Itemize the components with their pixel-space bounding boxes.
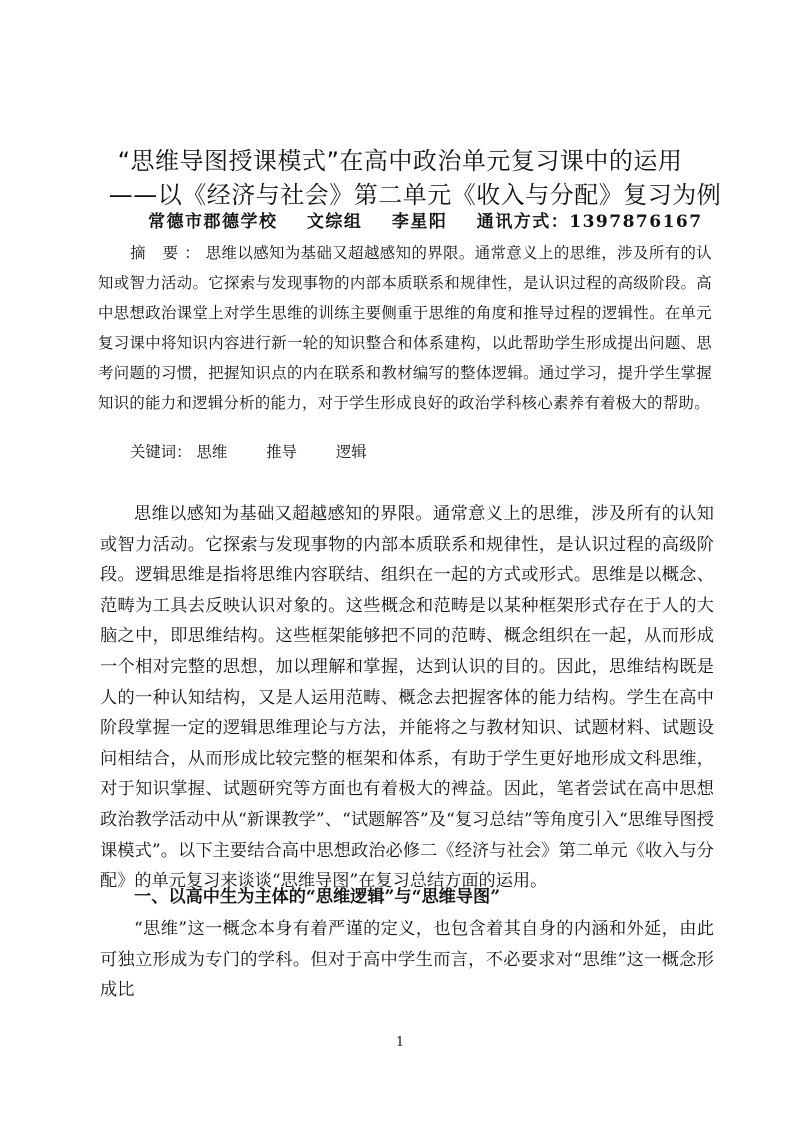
abstract-text: 思维以感知为基础又超越感知的界限。通常意义上的思维，涉及所有的认知或智力活动。它探索与发现事物的内部本质联系和规律性，是认识过程的高级阶段。高中思想政治课堂上对学生思维的训练主要侧重于思维的角度和推导过程的逻辑性。在单元复习课中将知识内容进行新一轮的知识整合和体系建构，以此帮助学生形成提出问题、思考问题的习惯，把握知识点的内在联系和教材编写的整体逻辑。通过学习，提升学生掌握知识的能力和逻辑分析的能力，对于学生形成良好的政治学科核心素养有着极大的帮助。 — [98, 244, 712, 412]
abstract-label: 摘 要： — [130, 244, 206, 262]
keywords-label: 关键词： — [130, 443, 192, 461]
keyword-item: 思维 — [196, 443, 228, 461]
document-subtitle: ——以《经济与社会》第二单元《收入与分配》复习为例 — [108, 181, 722, 209]
keyword-item: 推导 — [266, 443, 297, 461]
intro-paragraph: 思维以感知为基础又超越感知的界限。通常意义上的思维，涉及所有的认知或智力活动。它探索与发现事物的内部本质联系和规律性，是认识过程的高级阶段。逻辑思维是指将思维内容联结、组织在一起的方式或形式。思维是以概念、范畴为工具去反映认识对象的。这些概念和范畴是以某种框架形式存在于人的大脑之中，即思维结构。这些框架能够把不同的范畴、概念组织在一起，从而形成一个相对完整的思想，加以理解和掌握，达到认识的目的。因此，思维结构既是人的一种认知结构，又是人运用范畴、概念去把握客体的能力结构。学生在高中阶段掌握一定的逻辑思维理论与方法，并能将之与教材知识、试题材料、试题设问相结合，从而形成比较完整的框架和体系，有助于学生更好地形成文科思维，对于知识掌握、试题研究等方面也有着极大的裨益。因此，笔者尝试在高中思想政治教学活动中从“新课教学”、“试题解答”及“复习总结”等角度引入“思维导图授课模式”。以下主要结合高中思想政治必修二《经济与社会》第二单元《收入与分配》的单元复习来谈谈“思维导图”在复习总结方面的运用。 — [100, 504, 714, 892]
author-line — [148, 210, 768, 234]
author-school: 常德市郡德学校 — [148, 212, 278, 232]
author-group: 文综组 — [306, 212, 363, 232]
section-heading: 一、以高中生为主体的“思维逻辑”与“思维导图” — [134, 887, 501, 907]
section-paragraph: “思维”这一概念本身有着严谨的定义，也包含着其自身的内涵和外延，由此可独立形成为专门的学科。但对于高中学生而言，不必要求对“思维”这一概念形成比 — [100, 919, 714, 1001]
section-body — [100, 914, 714, 1006]
keyword-item: 逻辑 — [335, 443, 367, 461]
author-name: 李星阳 — [391, 212, 448, 232]
author-contact: 通讯方式：1397876167 — [476, 212, 703, 232]
abstract — [98, 238, 712, 418]
document-title: “思维导图授课模式”在高中政治单元复习课中的运用 — [117, 147, 683, 175]
body-text — [100, 499, 714, 897]
keywords — [130, 440, 401, 464]
page-number: 1 — [395, 1035, 405, 1050]
